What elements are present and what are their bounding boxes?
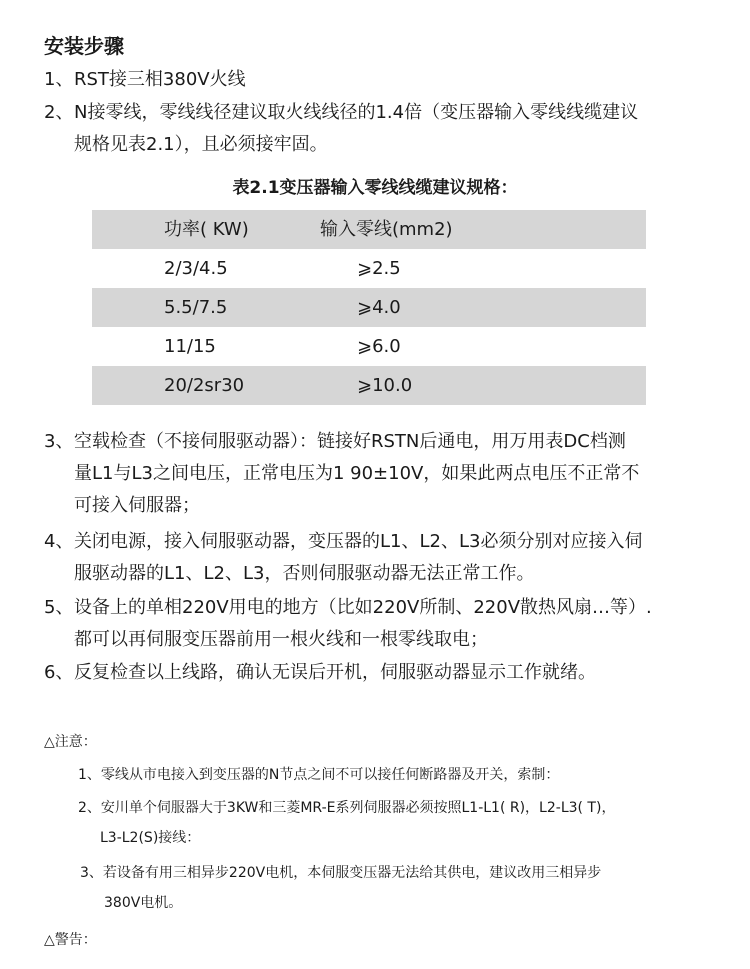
cell-power: 5.5/7.5 bbox=[164, 297, 228, 318]
step-4 bbox=[44, 526, 642, 590]
table-row bbox=[92, 327, 646, 366]
notice-number: 2、 bbox=[78, 800, 101, 816]
step-number: 4、 bbox=[44, 531, 74, 552]
cable-spec-table bbox=[92, 210, 646, 405]
notice-label: △注意： bbox=[44, 734, 97, 750]
column-header-neutral-wire: 输入零线(mm2) bbox=[320, 219, 453, 240]
notice-number: 3、 bbox=[80, 865, 103, 881]
notice-item-1 bbox=[78, 760, 559, 790]
table-caption: 表2.1变压器输入零线线缆建议规格： bbox=[232, 178, 518, 198]
step-text: 都可以再伺服变压器前用一根火线和一根零线取电； bbox=[74, 629, 488, 650]
cell-wire-size: ⩾2.5 bbox=[357, 258, 401, 279]
step-text: 可接入伺服器； bbox=[74, 495, 200, 516]
cell-power: 11/15 bbox=[164, 336, 216, 357]
table-row bbox=[92, 366, 646, 405]
cell-power: 20/2sr30 bbox=[164, 375, 245, 396]
cell-wire-size: ⩾4.0 bbox=[357, 297, 401, 318]
step-text: 量L1与L3之间电压，正常电压为1 90±10V，如果此两点电压不正常不 bbox=[74, 463, 640, 484]
step-text: 关闭电源，接入伺服驱动器，变压器的L1、L2、L3必须分别对应接入伺 bbox=[74, 531, 643, 552]
notice-text: 380V电机。 bbox=[104, 895, 183, 911]
notice-item-2 bbox=[78, 793, 615, 853]
column-header-power: 功率( KW) bbox=[164, 219, 249, 240]
step-text: 规格见表2.1），且必须接牢固。 bbox=[74, 134, 328, 155]
notice-text: 若设备有用三相异步220V电机，本伺服变压器无法给其供电，建议改用三相异步 bbox=[102, 865, 602, 881]
notice-number: 1、 bbox=[78, 767, 101, 783]
step-text: 服驱动器的L1、L2、L3，否则伺服驱动器无法正常工作。 bbox=[74, 563, 535, 584]
notice-text: 零线从市电接入到变压器的N节点之间不可以接任何断路器及开关，索制： bbox=[100, 767, 560, 783]
notice-text: L3-L2(S)接线： bbox=[100, 830, 201, 846]
notice-text: 安川单个伺服器大于3KW和三菱MR-E系列伺服器必须按照L1-L1( R)，L2-L3( T)， bbox=[100, 800, 616, 816]
step-number: 5、 bbox=[44, 597, 74, 618]
step-text: 设备上的单相220V用电的地方（比如220V所制、220V散热风扇…等）. bbox=[74, 597, 652, 618]
table-row bbox=[92, 288, 646, 327]
step-number: 3、 bbox=[44, 431, 74, 452]
step-2 bbox=[44, 97, 638, 161]
step-1 bbox=[44, 64, 246, 96]
step-number: 2、 bbox=[44, 102, 74, 123]
step-text: 反复检查以上线路，确认无误后开机，伺服驱动器显示工作就绪。 bbox=[74, 662, 596, 683]
table-row bbox=[92, 249, 646, 288]
step-5 bbox=[44, 592, 652, 656]
table-header-row bbox=[92, 210, 646, 249]
step-3 bbox=[44, 426, 639, 522]
cell-power: 2/3/4.5 bbox=[164, 258, 228, 279]
cell-wire-size: ⩾10.0 bbox=[357, 375, 413, 396]
step-text: N接零线，零线线径建议取火线线径的1.4倍（变压器输入零线线缆建议 bbox=[74, 102, 639, 123]
step-text: 空载检查（不接伺服驱动器）：链接好RSTN后通电，用万用表DC档测 bbox=[74, 431, 626, 452]
step-6 bbox=[44, 657, 596, 689]
step-number: 1、 bbox=[44, 69, 74, 90]
notice-item-3 bbox=[80, 858, 601, 918]
warning-label: △警告： bbox=[44, 932, 97, 948]
cell-wire-size: ⩾6.0 bbox=[357, 336, 401, 357]
step-text: RST接三相380V火线 bbox=[74, 69, 246, 90]
page-title: 安装步骤 bbox=[44, 34, 124, 58]
step-number: 6、 bbox=[44, 662, 74, 683]
